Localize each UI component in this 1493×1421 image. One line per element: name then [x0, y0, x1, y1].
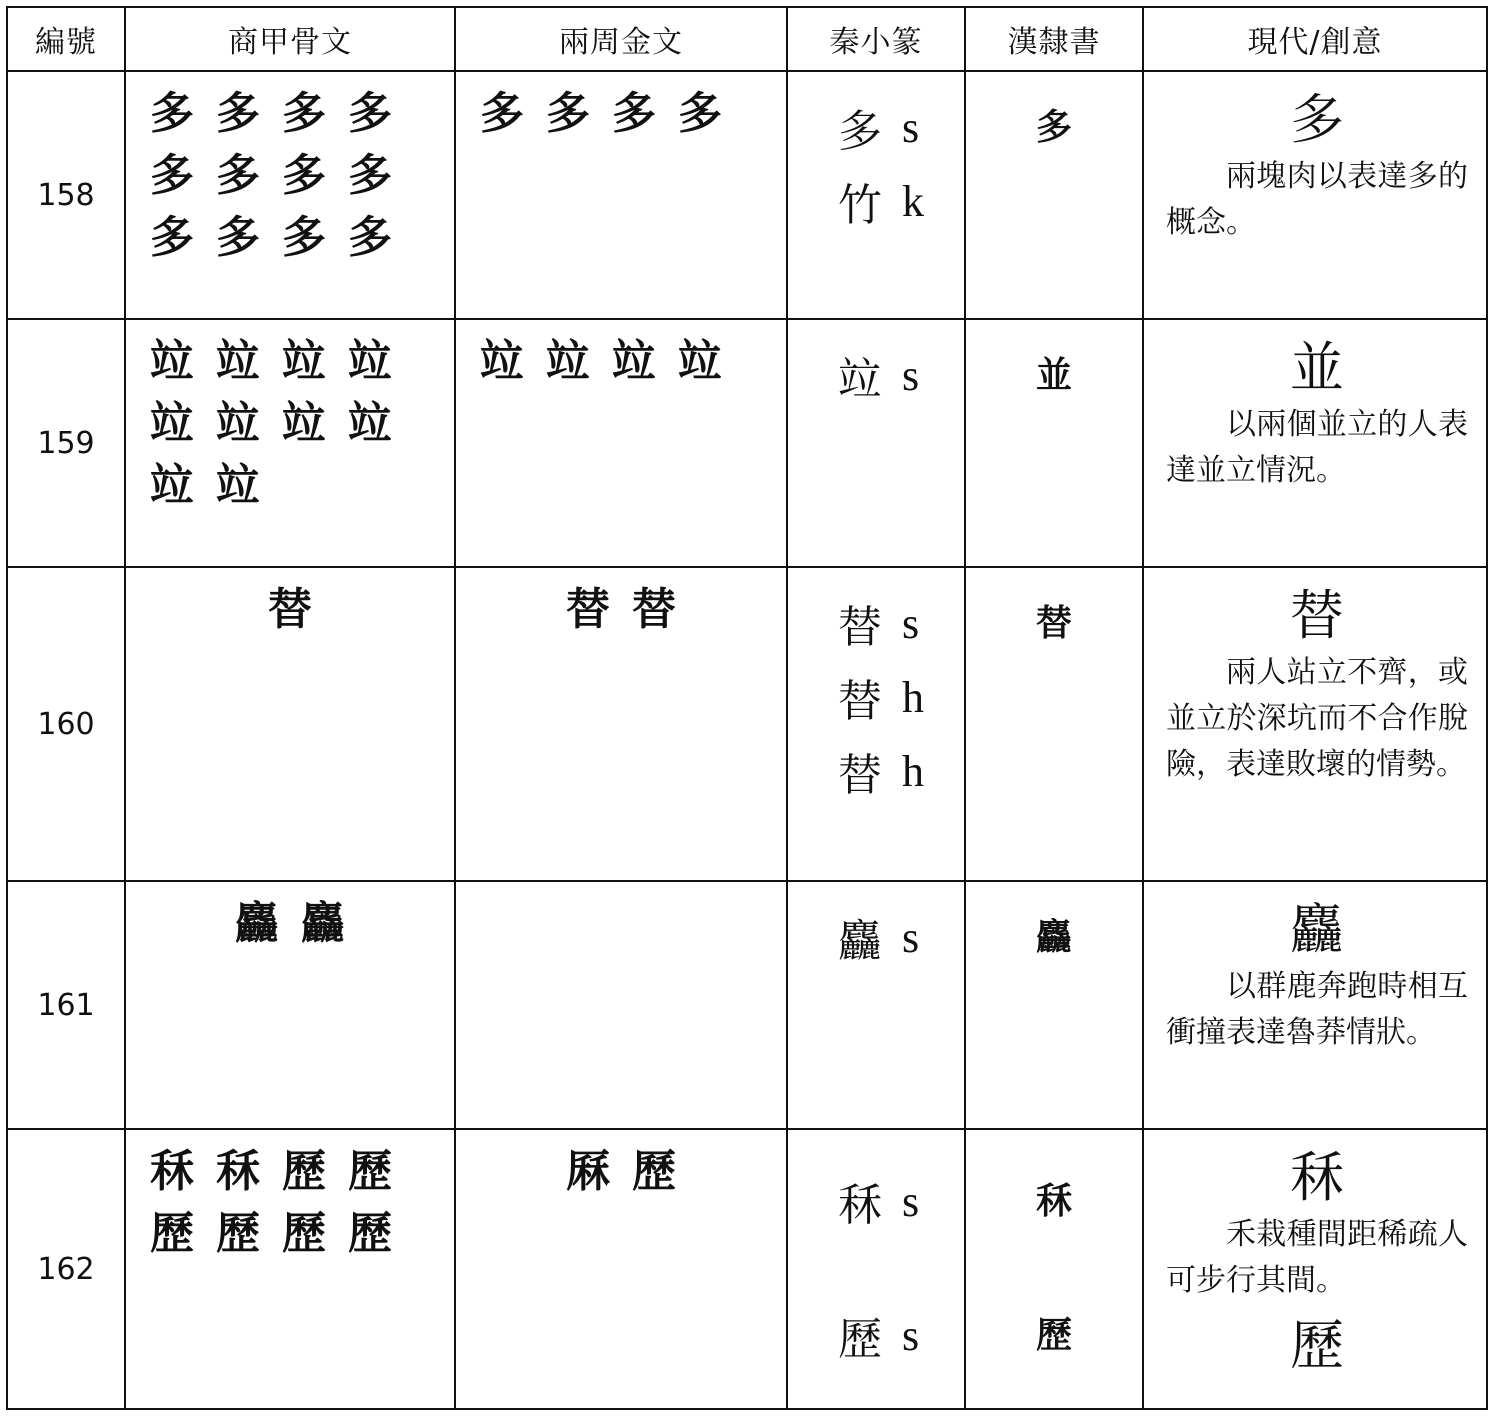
seal-glyph: 替	[838, 750, 882, 801]
clerical-cell	[965, 567, 1143, 881]
seal-glyph: 多	[838, 106, 882, 157]
table-row	[7, 71, 1487, 319]
oracle-glyph: 多	[150, 150, 194, 201]
oracle-glyph: 多	[150, 212, 194, 263]
bronze-cell	[455, 567, 787, 881]
oracle-glyph: 麤	[301, 898, 345, 949]
clerical-glyph: 並	[1035, 354, 1072, 396]
header-oracle-bone: 商甲骨文	[125, 7, 455, 71]
oracle-glyph: 多	[282, 212, 326, 263]
clerical-glyph: 替	[1035, 602, 1072, 644]
seal-source-mark: h	[902, 746, 924, 796]
bronze-glyph: 厤	[566, 1146, 610, 1197]
bronze-glyph: 竝	[546, 336, 590, 387]
bronze-cell	[455, 71, 787, 319]
oracle-glyph: 秝	[150, 1146, 194, 1197]
seal-glyph: 歷	[838, 1314, 882, 1365]
seal-cell	[787, 567, 965, 881]
clerical-glyph: 歷	[1035, 1314, 1072, 1356]
oracle-glyph: 歷	[150, 1208, 194, 1259]
description: 禾栽種間距稀疏人可步行其間。	[1166, 1217, 1468, 1298]
bronze-glyph: 多	[612, 88, 656, 139]
table-row	[7, 567, 1487, 881]
description: 以兩個並立的人表達並立情況。	[1166, 407, 1468, 488]
seal-source-mark: s	[902, 912, 920, 962]
oracle-glyph: 歷	[348, 1146, 392, 1197]
oracle-glyph: 多	[216, 212, 260, 263]
header-small-seal: 秦小篆	[787, 7, 965, 71]
oracle-glyph: 竝	[150, 460, 194, 511]
seal-glyph: 秝	[838, 1180, 882, 1231]
oracle-glyph: 多	[282, 88, 326, 139]
bronze-glyph: 替	[566, 584, 610, 635]
seal-source-mark: s	[902, 1310, 920, 1360]
bronze-glyph: 多	[678, 88, 722, 139]
modern-cell	[1143, 567, 1487, 881]
modern-char: 替	[1290, 584, 1344, 647]
bronze-glyph: 替	[632, 584, 676, 635]
oracle-cell	[125, 71, 455, 319]
header-modern: 現代/創意	[1143, 7, 1487, 71]
oracle-cell	[125, 319, 455, 567]
seal-glyph: 替	[838, 676, 882, 727]
oracle-glyph: 竝	[150, 336, 194, 387]
modern-cell	[1143, 319, 1487, 567]
oracle-glyph: 多	[216, 88, 260, 139]
modern-cell	[1143, 881, 1487, 1129]
modern-cell	[1143, 1129, 1487, 1409]
oracle-glyph: 多	[282, 150, 326, 201]
bronze-cell	[455, 319, 787, 567]
table-row	[7, 1129, 1487, 1409]
bronze-cell	[455, 1129, 787, 1409]
header-bronze: 兩周金文	[455, 7, 787, 71]
entry-number: 159	[7, 319, 125, 567]
oracle-glyph: 多	[216, 150, 260, 201]
seal-cell	[787, 71, 965, 319]
header-number: 編號	[7, 7, 125, 71]
entry-number: 161	[7, 881, 125, 1129]
bronze-cell	[455, 881, 787, 1129]
bronze-glyph: 歷	[632, 1146, 676, 1197]
seal-glyph: 竝	[838, 354, 882, 405]
seal-glyph: 竹	[838, 180, 882, 231]
seal-source-mark: s	[902, 1176, 920, 1226]
seal-source-mark: s	[902, 102, 920, 152]
oracle-glyph: 竝	[216, 398, 260, 449]
seal-source-mark: s	[902, 350, 920, 400]
seal-source-mark: s	[902, 598, 920, 648]
description: 兩塊肉以表達多的概念。	[1166, 159, 1468, 240]
table-row	[7, 319, 1487, 567]
oracle-glyph: 多	[150, 88, 194, 139]
oracle-glyph: 多	[348, 88, 392, 139]
clerical-glyph: 秝	[1035, 1180, 1072, 1222]
oracle-glyph: 秝	[216, 1146, 260, 1197]
clerical-glyph: 多	[1035, 106, 1072, 148]
table-row	[7, 881, 1487, 1129]
seal-cell	[787, 319, 965, 567]
bronze-glyph: 多	[480, 88, 524, 139]
oracle-glyph: 歷	[282, 1146, 326, 1197]
oracle-glyph: 竝	[216, 336, 260, 387]
bronze-glyph: 竝	[612, 336, 656, 387]
seal-source-mark: k	[902, 176, 924, 226]
oracle-glyph: 多	[348, 150, 392, 201]
oracle-glyph: 多	[348, 212, 392, 263]
modern-cell	[1143, 71, 1487, 319]
clerical-cell	[965, 319, 1143, 567]
description: 以群鹿奔跑時相互衝撞表達魯莽情狀。	[1166, 969, 1468, 1050]
oracle-glyph: 竝	[282, 336, 326, 387]
seal-cell	[787, 881, 965, 1129]
header-clerical: 漢隸書	[965, 7, 1143, 71]
seal-cell	[787, 1129, 965, 1409]
modern-char: 多	[1290, 88, 1344, 151]
description: 兩人站立不齊，或並立於深坑而不合作脫險，表達敗壞的情勢。	[1166, 655, 1468, 782]
entry-number: 158	[7, 71, 125, 319]
clerical-cell	[965, 71, 1143, 319]
modern-char: 麤	[1290, 898, 1344, 961]
bronze-glyph: 竝	[480, 336, 524, 387]
modern-char: 秝	[1290, 1146, 1344, 1209]
clerical-cell	[965, 1129, 1143, 1409]
clerical-glyph: 麤	[1035, 916, 1072, 958]
entry-number: 160	[7, 567, 125, 881]
oracle-cell	[125, 1129, 455, 1409]
modern-char: 並	[1290, 336, 1344, 399]
oracle-glyph: 竝	[348, 336, 392, 387]
oracle-cell	[125, 881, 455, 1129]
oracle-glyph: 替	[268, 584, 312, 635]
oracle-glyph: 歷	[348, 1208, 392, 1259]
oracle-glyph: 麤	[235, 898, 279, 949]
oracle-glyph: 竝	[216, 460, 260, 511]
bronze-glyph: 竝	[678, 336, 722, 387]
seal-glyph: 替	[838, 602, 882, 653]
oracle-glyph: 歷	[282, 1208, 326, 1259]
seal-glyph: 麤	[838, 916, 882, 967]
seal-source-mark: h	[902, 672, 924, 722]
modern-char: 歷	[1290, 1314, 1344, 1377]
oracle-glyph: 竝	[282, 398, 326, 449]
header-row	[7, 7, 1487, 71]
oracle-glyph: 竝	[348, 398, 392, 449]
entry-number: 162	[7, 1129, 125, 1409]
oracle-glyph: 竝	[150, 398, 194, 449]
character-evolution-table	[6, 6, 1488, 1410]
oracle-cell	[125, 567, 455, 881]
clerical-cell	[965, 881, 1143, 1129]
bronze-glyph: 多	[546, 88, 590, 139]
oracle-glyph: 歷	[216, 1208, 260, 1259]
